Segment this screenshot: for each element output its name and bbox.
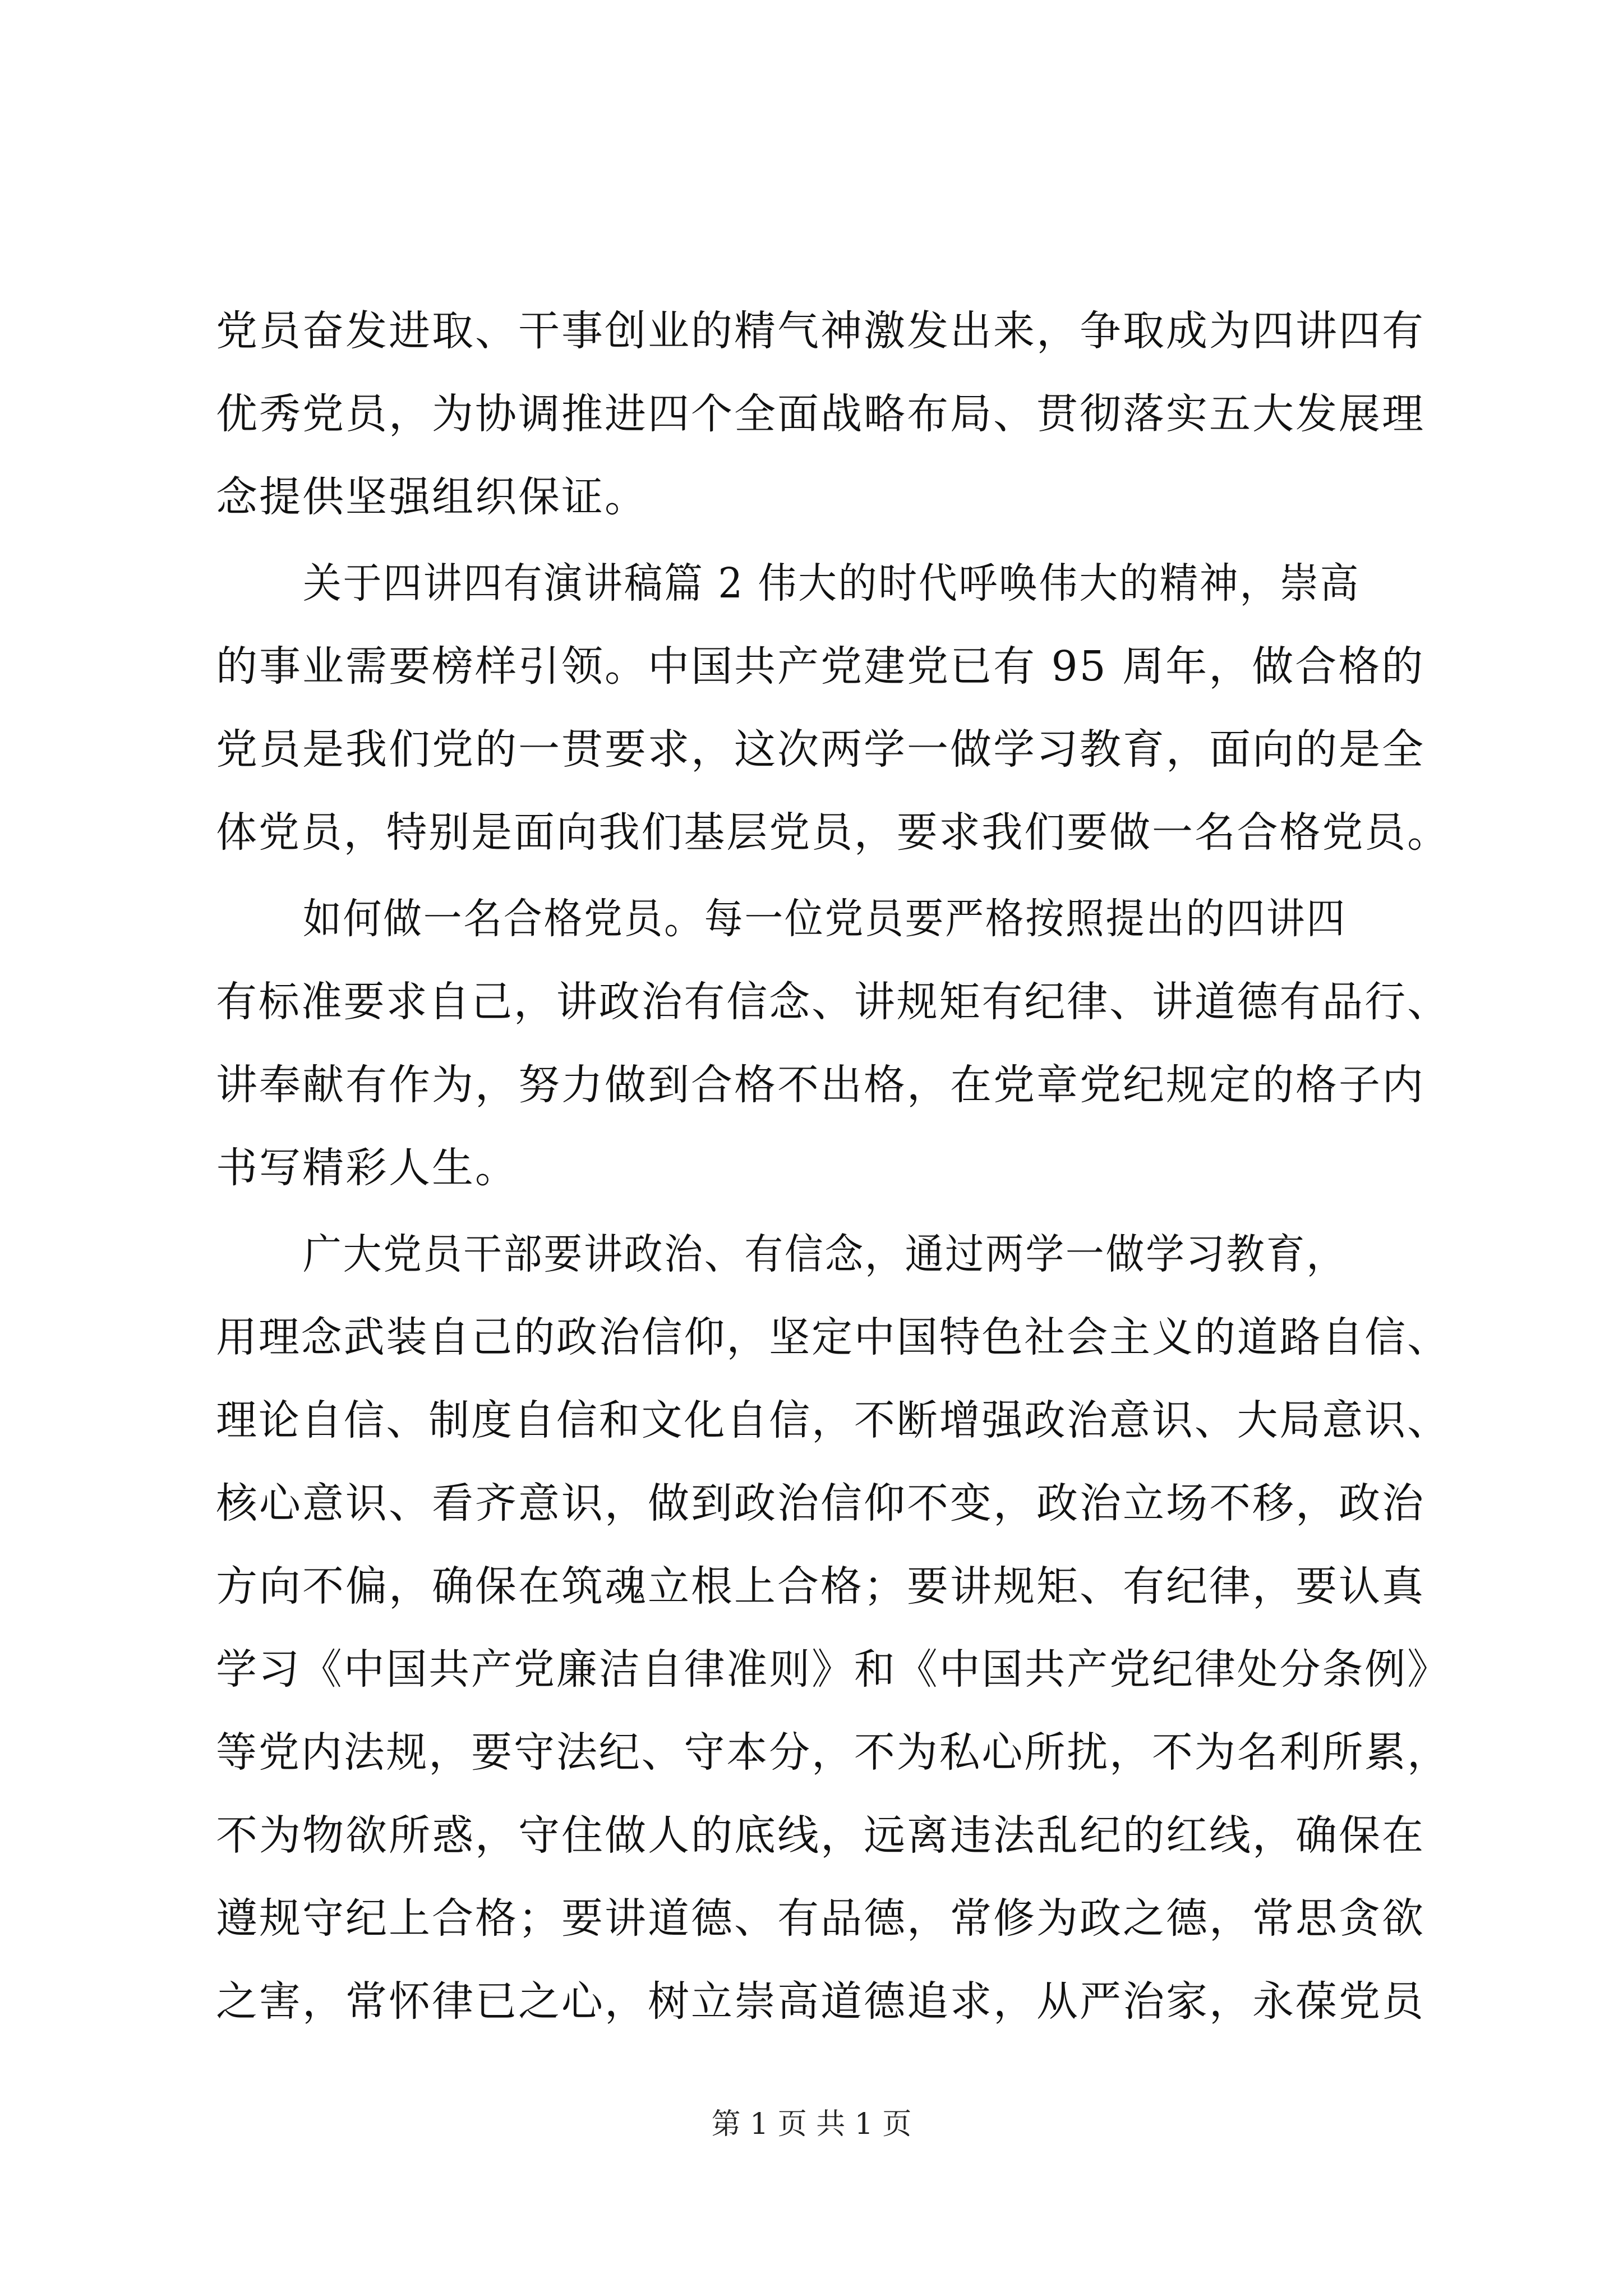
text-line: 讲奉献有作为，努力做到合格不出格，在党章党纪规定的格子内 [216,1061,1425,1109]
text-line: 党员是我们党的一贯要求，这次两学一做学习教育，面向的是全 [216,725,1425,774]
text-line: 体党员，特别是面向我们基层党员，要求我们要做一名合格党员。 [216,808,1450,857]
text-line: 理论自信、制度自信和文化自信，不断增强政治意识、大局意识、 [216,1396,1450,1444]
paragraph-start-line: 如何做一名合格党员。每一位党员要严格按照提出的四讲四 [303,895,1347,943]
text-line: 之害，常怀律已之心，树立崇高道德追求，从严治家，永葆党员 [216,1977,1425,2026]
text-line: 学习《中国共产党廉洁自律准则》和《中国共产党纪律处分条例》 [216,1645,1450,1694]
text-line: 不为物欲所惑，守住做人的底线，远离违法乱纪的红线，确保在 [216,1811,1425,1860]
text-line: 有标准要求自己，讲政治有信念、讲规矩有纪律、讲道德有品行、 [216,978,1450,1026]
text-line: 核心意识、看齐意识，做到政治信仰不变，政治立场不移，政治 [216,1479,1425,1527]
paragraph-start-line: 广大党员干部要讲政治、有信念，通过两学一做学习教育， [303,1230,1347,1278]
text-line: 方向不偏，确保在筑魂立根上合格；要讲规矩、有纪律，要认真 [216,1562,1425,1611]
text-line: 书写精彩人生。 [216,1144,518,1192]
text-line: 党员奋发进取、干事创业的精气神激发出来，争取成为四讲四有 [216,307,1425,355]
text-line: 的事业需要榜样引领。中国共产党建党已有 95 周年，做合格的 [216,642,1425,691]
page-number-footer: 第 1 页 共 1 页 [711,2108,912,2141]
text-line: 念提供坚强组织保证。 [216,473,648,521]
text-line: 遵规守纪上合格；要讲道德、有品德，常修为政之德，常思贪欲 [216,1894,1425,1943]
text-line: 用理念武装自己的政治信仰，坚定中国特色社会主义的道路自信、 [216,1313,1450,1361]
text-line: 等党内法规，要守法纪、守本分，不为私心所扰，不为名利所累， [216,1728,1450,1777]
text-line: 优秀党员，为协调推进四个全面战略布局、贯彻落实五大发展理 [216,390,1425,438]
paragraph-start-line: 关于四讲四有演讲稿篇 2 伟大的时代呼唤伟大的精神，崇高 [303,559,1361,608]
